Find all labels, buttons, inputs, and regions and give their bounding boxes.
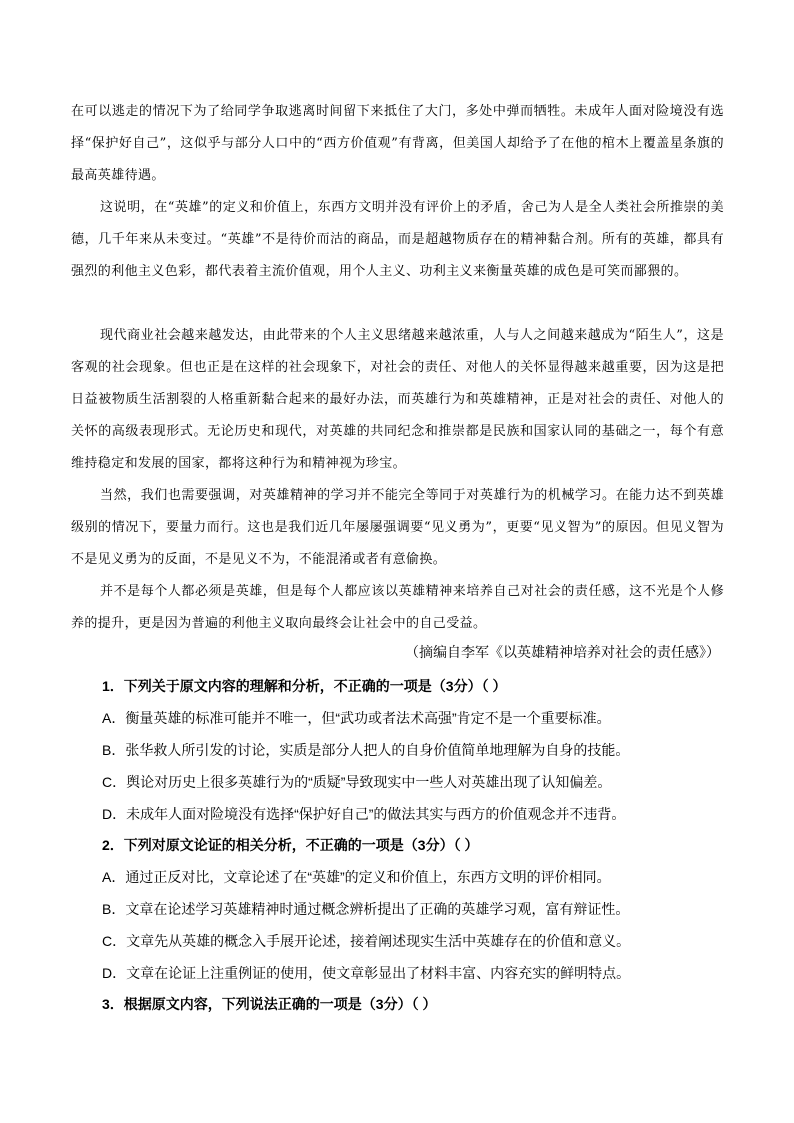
passage-paragraph-4: 当然，我们也需要强调，对英雄精神的学习并不能完全等同于对英雄行为的机械学习。在能力达不到英雄级别的情况下，要量力而行。这也是我们近几年屡屡强调要“见义勇为”，更要“见义智为”的原因。但见义智为不是见义勇为的反面，不是见义不为，不能混淆或者有意偷换。 [71, 488, 724, 567]
question-2-option-a: A．通过正反对比，文章论述了在“英雄”的定义和价值上，东西方文明的评价相同。 [102, 869, 611, 885]
question-3-stem: 3．根据原文内容，下列说法正确的一项是（3分）（ ） [102, 996, 437, 1012]
question-2-stem: 2．下列对原文论证的相关分析，不正确的一项是（3分）（ ） [102, 837, 479, 853]
passage-paragraph-5: 并不是每个人都必须是英雄，但是每个人都应该以英雄精神来培养自己对社会的责任感，这不光是个人修养的提升，更是因为普遍的利他主义取向最终会让社会中的自己受益。 [71, 584, 724, 631]
passage-source: （摘编自李军《以英雄精神培养对社会的责任感》） [405, 644, 720, 660]
question-2-option-d: D．文章在论证上注重例证的使用，使文章彰显出了材料丰富、内容充实的鲜明特点。 [102, 965, 631, 981]
question-1-option-a: A．衡量英雄的标准可能并不唯一，但“武功或者法术高强”肯定不是一个重要标准。 [102, 710, 611, 726]
question-1-option-c: C．舆论对历史上很多英雄行为的“质疑”导致现实中一些人对英雄出现了认知偏差。 [102, 774, 612, 790]
question-2-option-b: B．文章在论述学习英雄精神时通过概念辨析提出了正确的英雄学习观，富有辩证性。 [102, 901, 630, 917]
passage-paragraph-2: 这说明，在“英雄”的定义和价值上，东西方文明并没有评价上的矛盾，舍己为人是全人类社会所推崇的美德，几千年来从未变过。“英雄”不是待价而沽的商品，而是超越物质存在的精神黏合剂。所有的英雄，都具有强烈的利他主义色彩，都代表着主流价值观，用个人主义、功利主义来衡量英雄的成色是可笑而鄙猥的。 [71, 200, 724, 279]
question-1-option-b: B．张华救人所引发的讨论，实质是部分人把人的自身价值简单地理解为自身的技能。 [102, 742, 630, 758]
question-1-option-d: D．未成年人面对险境没有选择“保护好自己”的做法其实与西方的价值观念并不违背。 [102, 806, 626, 822]
passage-paragraph-3: 现代商业社会越来越发达，由此带来的个人主义思绪越来越浓重，人与人之间越来越成为“陌生人”，这是客观的社会现象。但也正是在这样的社会现象下，对社会的责任、对他人的关怀显得越来越重要，因为这是把日益被物质生活割裂的人格重新黏合起来的最好办法，而英雄行为和英雄精神，正是对社会的责任、对他人的关怀的高级表现形式。无论历史和现代，对英雄的共同纪念和推崇都是民族和国家认同的基础之一，每个有意维持稳定和发展的国家，都将这种行为和精神视为珍宝。 [71, 328, 724, 471]
question-2-option-c: C．文章先从英雄的概念入手展开论述，接着阐述现实生活中英雄存在的价值和意义。 [102, 933, 631, 949]
question-1-stem: 1．下列关于原文内容的理解和分析，不正确的一项是（3分）（ ） [102, 678, 507, 694]
passage-paragraph-1: 在可以逃走的情况下为了给同学争取逃离时间留下来抵住了大门，多处中弹而牺牲。未成年人面对险境没有选择“保护好自己”，这似乎与部分人口中的“西方价值观”有背离，但美国人却给予了在他的棺木上覆盖星条旗的最高英雄待遇。 [71, 104, 724, 183]
